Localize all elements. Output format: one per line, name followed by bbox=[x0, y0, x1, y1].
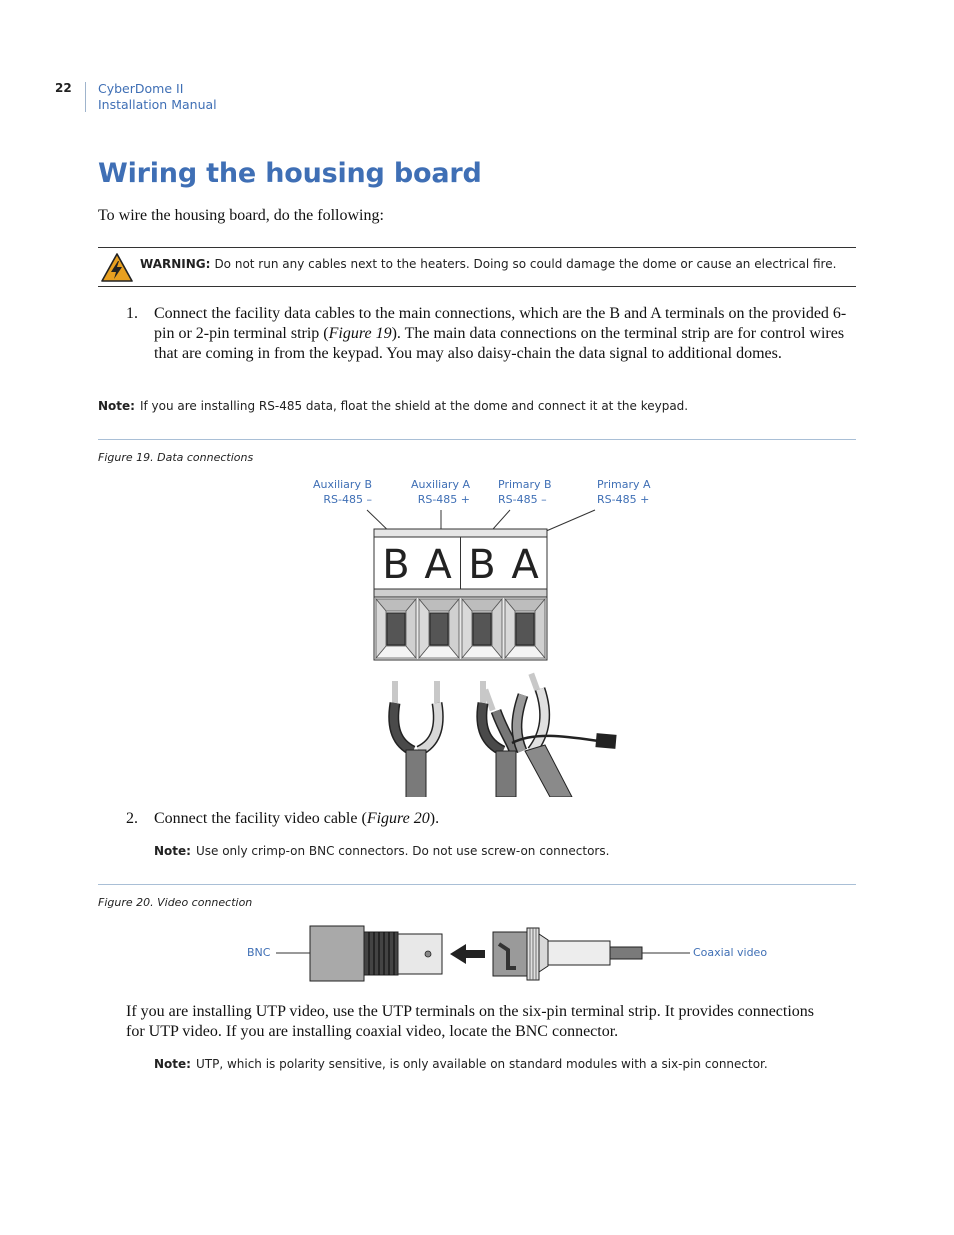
intro-text: To wire the housing board, do the following: bbox=[98, 207, 384, 224]
note-label: Note: bbox=[98, 399, 135, 413]
label-bnc: BNC bbox=[247, 946, 271, 959]
warning-icon bbox=[101, 253, 133, 283]
label-primary-b-line1: Primary B bbox=[498, 478, 552, 491]
label-primary-a-line2: RS-485 + bbox=[597, 493, 650, 506]
page-number: 22 bbox=[55, 81, 72, 95]
step-2-text-b: ). bbox=[429, 810, 440, 827]
label-auxiliary-b-line1: Auxiliary B bbox=[313, 478, 372, 491]
insert-arrow bbox=[450, 944, 485, 964]
label-auxiliary-b bbox=[302, 477, 372, 507]
step-2-number: 2. bbox=[126, 810, 138, 827]
label-auxiliary-b-line2: RS-485 – bbox=[323, 493, 372, 506]
figure-19-rule bbox=[98, 439, 856, 440]
step-1-text-a: Connect the facility data cables to the main connections, which are the B and A terminals on the provided 6-pin or 2-pin terminal strip ( bbox=[154, 305, 847, 342]
figure-19-reference[interactable]: Figure 19 bbox=[328, 325, 392, 342]
note-label: Note: bbox=[154, 1057, 191, 1071]
note-label: Note: bbox=[154, 844, 191, 858]
warning-bottom-rule bbox=[98, 286, 856, 287]
terminal-letter-3: B bbox=[468, 542, 496, 588]
video-connection-diagram bbox=[270, 920, 700, 988]
figure-20-rule bbox=[98, 884, 856, 885]
section-title: Wiring the housing board bbox=[98, 158, 482, 189]
terminal-letter-4: A bbox=[511, 542, 539, 588]
note-utp bbox=[154, 1057, 768, 1071]
document-title-line1: CyberDome II bbox=[98, 81, 184, 96]
label-coaxial-video: Coaxial video bbox=[693, 946, 768, 959]
figure-20-caption: Figure 20. Video connection bbox=[98, 896, 253, 909]
figure-19-caption: Figure 19. Data connections bbox=[98, 451, 254, 464]
utp-paragraph: If you are installing UTP video, use the UTP terminals on the six-pin terminal strip. It provides connections for UTP video. If you are installing coaxial video, locate the BNC connector. bbox=[126, 1003, 815, 1040]
aux-cable bbox=[392, 681, 440, 797]
step-1-text bbox=[154, 304, 856, 364]
bnc-plug bbox=[493, 928, 610, 980]
warning-text: Do not run any cables next to the heaters. Doing so could damage the dome or cause an electrical fire. bbox=[214, 257, 837, 271]
note-text: UTP, which is polarity sensitive, is only available on standard modules with a six-pin connector. bbox=[195, 1057, 768, 1071]
warning-message bbox=[140, 257, 836, 271]
bnc-connector bbox=[310, 926, 442, 981]
coax-cable bbox=[610, 947, 690, 959]
note-bnc bbox=[154, 844, 609, 858]
label-primary-b bbox=[498, 477, 552, 507]
screw-slot-1 bbox=[376, 599, 416, 658]
label-auxiliary-a-line2: RS-485 + bbox=[417, 493, 470, 506]
label-auxiliary-a bbox=[400, 477, 470, 507]
warning-top-rule bbox=[98, 247, 856, 248]
screw-slot-4 bbox=[505, 599, 545, 658]
terminal-strip-diagram bbox=[300, 505, 660, 797]
figure-20-reference[interactable]: Figure 20 bbox=[366, 810, 430, 827]
terminal-letter-1: B bbox=[382, 542, 410, 588]
label-primary-a bbox=[597, 477, 651, 507]
screw-slot-3 bbox=[462, 599, 502, 658]
label-primary-b-line2: RS-485 – bbox=[498, 493, 547, 506]
note-text: If you are installing RS-485 data, float the shield at the dome and connect it at the keypad. bbox=[139, 399, 689, 413]
step-1-text-b: ). The main data connections on the terminal strip are for control wires that are coming in from the keypad. You may also daisy-chain the data signal to additional domes. bbox=[154, 325, 845, 362]
primary-cable-bundle bbox=[480, 673, 617, 797]
label-auxiliary-a-line1: Auxiliary A bbox=[411, 478, 470, 491]
warning-label: WARNING: bbox=[140, 257, 211, 271]
terminal-letter-2: A bbox=[424, 542, 452, 588]
step-1-number: 1. bbox=[126, 305, 138, 322]
header-divider bbox=[85, 82, 86, 112]
note-rs485 bbox=[98, 399, 688, 413]
label-primary-a-line1: Primary A bbox=[597, 478, 651, 491]
document-title-line2: Installation Manual bbox=[98, 97, 217, 112]
note-text: Use only crimp-on BNC connectors. Do not use screw-on connectors. bbox=[195, 844, 610, 858]
step-2-text bbox=[154, 809, 856, 829]
step-2-text-a: Connect the facility video cable ( bbox=[154, 810, 367, 827]
screw-slot-2 bbox=[419, 599, 459, 658]
document-title bbox=[98, 81, 217, 113]
